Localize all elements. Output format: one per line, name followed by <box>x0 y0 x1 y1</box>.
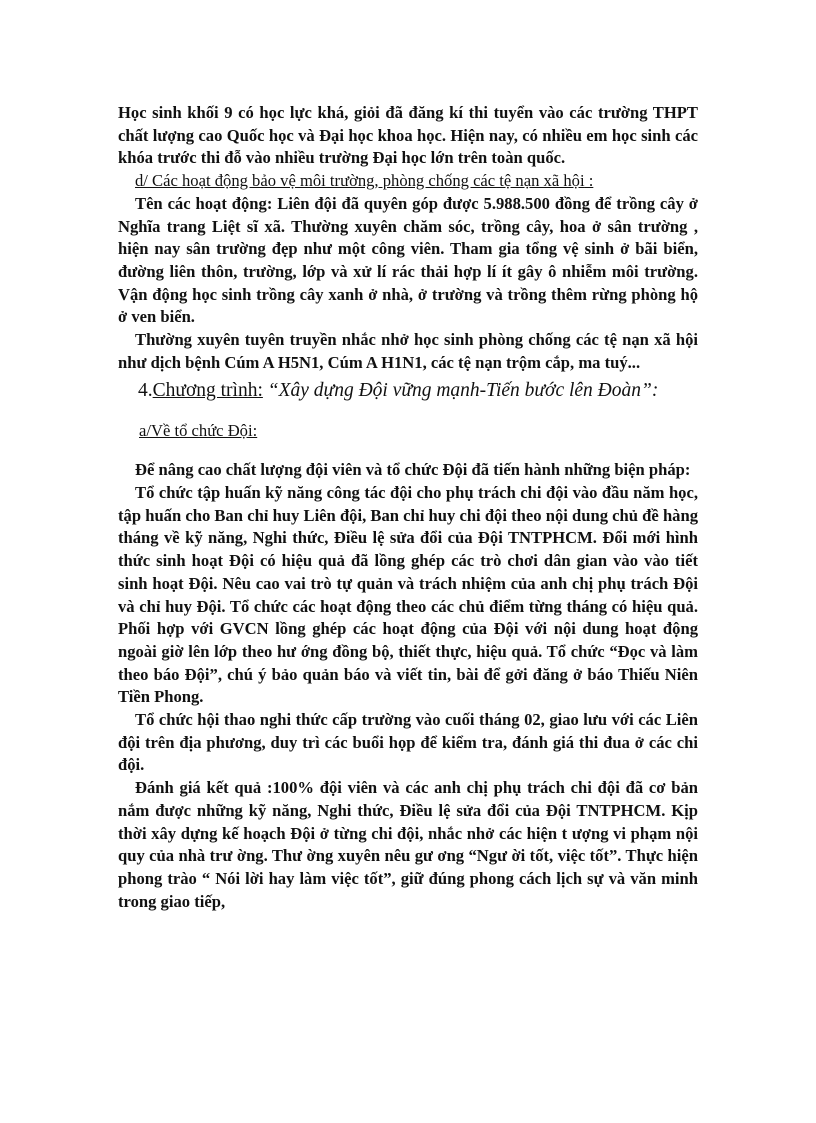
section-d-heading-text: d/ Các hoạt động bảo vệ môi trường, phòng chống các tệ nạn xã hội <box>135 171 585 191</box>
section-d-heading-colon: : <box>584 171 594 191</box>
section-d-heading <box>135 170 698 193</box>
document-page <box>118 102 698 913</box>
section-a-heading: a/Về tổ chức Đội: <box>139 421 258 441</box>
paragraph-social-evils: Thường xuyên tuyên truyền nhắc nhở học sinh phòng chống các tệ nạn xã hội như dịch bệnh Cúm A H5N1, Cúm A H1N1, các tệ nạn trộm cắp, ma tuý... <box>118 330 698 372</box>
section-4-title: “Xây dựng Đội vững mạnh-Tiến bước lên Đoàn”: <box>262 380 659 402</box>
paragraph-measures-intro: Để nâng cao chất lượng đội viên và tổ chức Đội đã tiến hành những biện pháp: <box>135 460 691 480</box>
section-4-label: Chương trình: <box>152 380 263 402</box>
section-4-heading <box>118 378 698 403</box>
paragraph-ceremony-contest: Tổ chức hội thao nghi thức cấp trường vào cuối tháng 02, giao lưu với các Liên đội trên địa phương, duy trì các buổi họp để kiểm tra, đánh giá thi đua ở các chi đội. <box>118 710 698 775</box>
paragraph-student-results: Học sinh khối 9 có học lực khá, giỏi đã đăng kí thi tuyển vào các trường THPT chất lượng cao Quốc học và Đại học khoa học. Hiện nay, có nhiều em học sinh các khóa trước thi đỗ vào nhiều trường Đại học lớn trên toàn quốc. <box>118 103 698 168</box>
paragraph-training: Tổ chức tập huấn kỹ năng công tác đội cho phụ trách chi đội vào đầu năm học, tập huấn cho Ban chỉ huy Liên đội, Ban chỉ huy chi đội theo nội dung chủ đề hàng tháng về kỹ năng, Nghi thức, Điều lệ sửa đổi của Đội TNTPHCM. Đổi mới hình thức sinh hoạt Đội có hiệu quả đã lồng ghép các trò chơi dân gian vào vào tiết sinh hoạt Đội. Nêu cao vai trò tự quản và trách nhiệm của anh chị phụ trách Đội và chỉ huy Đội. Tổ chức các hoạt động theo các chủ điểm từng tháng có hiệu quả. Phối hợp với GVCN lồng ghép các hoạt động của Đội với nội dung hoạt động ngoài giờ lên lớp theo hư ớng đồng bộ, thiết thực, hiệu quả. Tổ chức “Đọc và làm theo báo Đội”, chú ý bảo quản báo và viết tin, bài để gởi đăng ở báo Thiếu Niên Tiền Phong. <box>118 483 698 707</box>
paragraph-evaluation: Đánh giá kết quả :100% đội viên và các anh chị phụ trách chi đội đã cơ bản nắm được những kỹ năng, Nghi thức, Điều lệ sửa đổi của Đội TNTPHCM. Kịp thời xây dựng kế hoạch Đội ở từng chi đội, nhắc nhở các hiện t ượng vi phạm nội quy của nhà trư ờng. Thư ờng xuyên nêu gư ơng “Ngư ời tốt, việc tốt”. Thực hiện phong trào “ Nói lời hay làm việc tốt”, giữ đúng phong cách lịch sự và văn minh trong giao tiếp, <box>118 778 698 911</box>
paragraph-environment-activities: Tên các hoạt động: Liên đội đã quyên góp được 5.988.500 đồng để trồng cây ở Nghĩa trang Liệt sĩ xã. Thường xuyên chăm sóc, trồng cây, hoa ở sân trường , hiện nay sân trường đẹp như một công viên. Tham gia tổng vệ sinh ở bãi biển, đường liên thôn, trường, lớp và xử lí rác thải hợp lí ít gây ô nhiễm môi trường. Vận động học sinh trồng cây xanh ở nhà, ở trường và trồng thêm rừng phòng hộ ở ven biển. <box>118 193 698 327</box>
section-4-number: 4. <box>138 380 153 402</box>
